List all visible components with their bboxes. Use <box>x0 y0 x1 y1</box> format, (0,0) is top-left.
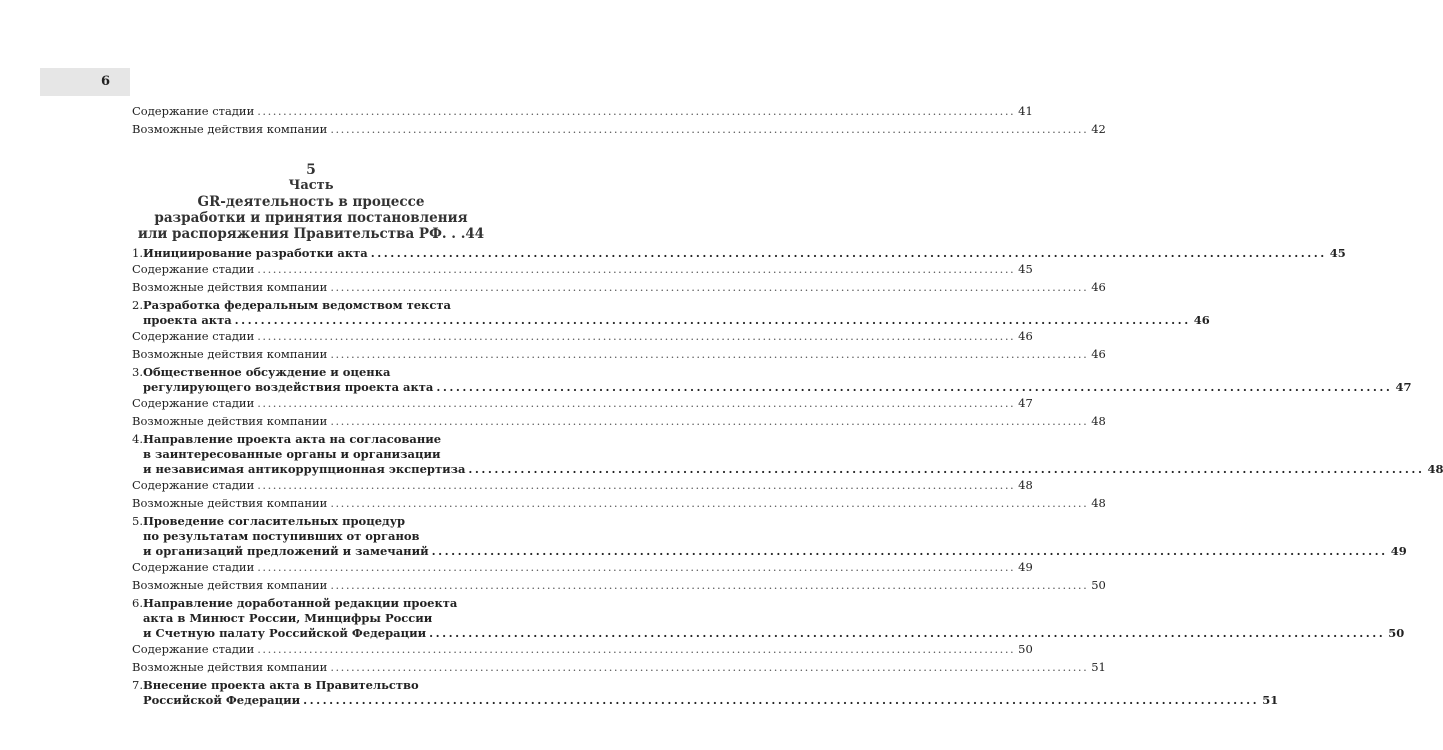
section-title-line: Общественное обсуждение и оценка <box>142 365 391 379</box>
toc-section[interactable] <box>132 596 1405 676</box>
section-page: 47 <box>1395 380 1412 394</box>
toc-subentry[interactable] <box>132 346 1106 364</box>
section-number: 1. <box>132 246 143 260</box>
subentry-page: 46 <box>1018 329 1033 343</box>
part-page: 44 <box>465 226 485 242</box>
dot-leader <box>257 261 1015 279</box>
dot-leader <box>330 577 1088 595</box>
page-number-tab <box>40 68 130 96</box>
subentry-text: Содержание стадии <box>132 329 255 343</box>
toc-section[interactable] <box>132 365 1412 430</box>
dot-leader <box>442 226 466 242</box>
toc-subentry[interactable] <box>132 477 1033 495</box>
dot-leader <box>257 328 1015 346</box>
toc-section[interactable] <box>132 298 1210 363</box>
dot-leader <box>235 313 1191 328</box>
toc-entry-page: 42 <box>1091 121 1106 136</box>
dot-leader <box>429 626 1385 641</box>
part-heading[interactable] <box>132 162 490 242</box>
toc-subentry[interactable] <box>132 395 1033 413</box>
subentry-page: 50 <box>1018 642 1033 656</box>
section-page: 45 <box>1329 246 1346 260</box>
toc-section[interactable] <box>132 432 1443 512</box>
section-title-line: Направление доработанной редакции проекта <box>142 596 458 610</box>
subentry-page: 48 <box>1091 495 1106 510</box>
subentry-page: 49 <box>1018 560 1033 574</box>
part-number: 5 <box>306 162 316 178</box>
section-page: 48 <box>1427 462 1443 476</box>
dot-leader <box>330 413 1088 431</box>
toc-entry[interactable] <box>132 121 1106 139</box>
dot-leader <box>330 279 1088 297</box>
toc-section[interactable] <box>132 514 1407 594</box>
section-number: 5. <box>132 514 143 528</box>
toc-section[interactable] <box>132 678 1279 708</box>
section-title: и организаций предложений и замечаний <box>142 544 429 558</box>
toc-subentry[interactable] <box>132 261 1033 279</box>
dot-leader <box>257 477 1015 495</box>
section-title-line: Проведение согласительных процедур <box>142 514 406 528</box>
toc-entry-text: Содержание стадии <box>132 104 255 118</box>
toc-subentry[interactable] <box>132 559 1033 577</box>
subentry-page: 46 <box>1091 346 1106 361</box>
part-title-line: или распоряжения Правительства РФ <box>137 226 442 242</box>
toc-subentry[interactable] <box>132 328 1033 346</box>
dot-leader <box>432 544 1388 559</box>
section-page: 50 <box>1388 626 1405 640</box>
toc-sections <box>132 244 1443 708</box>
dot-leader <box>330 659 1088 677</box>
dot-leader <box>330 346 1088 364</box>
section-number: 4. <box>132 432 143 446</box>
subentry-text: Возможные действия компании <box>132 346 328 361</box>
section-title-line: Разработка федеральным ведомством текста <box>142 298 451 312</box>
section-title: и Счетную палату Российской Федерации <box>142 626 427 640</box>
dot-leader <box>371 246 1327 261</box>
toc-entry-text: Возможные действия компании <box>132 121 328 136</box>
section-title: и независимая антикоррупционная экспертиза <box>142 462 466 476</box>
section-number: 3. <box>132 365 143 379</box>
subentry-text: Содержание стадии <box>132 560 255 574</box>
dot-leader <box>257 559 1015 577</box>
section-title-line: Направление проекта акта на согласование <box>142 432 442 446</box>
section-title: Российской Федерации <box>142 693 301 707</box>
part-label: Часть <box>288 178 334 193</box>
section-page: 49 <box>1390 544 1407 558</box>
toc-entry-page: 41 <box>1018 104 1033 118</box>
subentry-text: Возможные действия компании <box>132 413 328 428</box>
toc-subentry[interactable] <box>132 659 1106 677</box>
subentry-page: 48 <box>1018 478 1033 492</box>
toc-subentry[interactable] <box>132 577 1106 595</box>
subentry-text: Возможные действия компании <box>132 495 328 510</box>
section-title: Инициирование разработки акта <box>142 246 368 260</box>
toc-subentry[interactable] <box>132 413 1106 431</box>
subentry-text: Содержание стадии <box>132 478 255 492</box>
section-title: проекта акта <box>142 313 232 327</box>
subentry-page: 50 <box>1091 577 1106 592</box>
section-title-line: Внесение проекта акта в Правительство <box>142 678 419 692</box>
dot-leader <box>436 380 1392 395</box>
subentry-text: Содержание стадии <box>132 262 255 276</box>
dot-leader <box>468 462 1424 477</box>
toc-section[interactable] <box>132 246 1346 296</box>
toc-subentry[interactable] <box>132 279 1106 297</box>
toc-top-entries <box>132 103 1106 138</box>
dot-leader <box>330 495 1088 513</box>
toc-subentry[interactable] <box>132 641 1033 659</box>
section-title-line: в заинтересованные органы и организации <box>142 447 441 461</box>
section-number: 7. <box>132 678 143 692</box>
section-number: 6. <box>132 596 143 610</box>
section-title: регулирующего воздействия проекта акта <box>142 380 434 394</box>
section-page: 46 <box>1193 313 1210 327</box>
part-title-line: GR-деятельность в процессе <box>197 194 425 210</box>
toc-entry[interactable] <box>132 103 1033 121</box>
dot-leader <box>257 395 1015 413</box>
section-page: 51 <box>1262 693 1279 707</box>
subentry-text: Возможные действия компании <box>132 659 328 674</box>
subentry-page: 48 <box>1091 413 1106 428</box>
subentry-page: 46 <box>1091 279 1106 294</box>
dot-leader <box>330 121 1088 139</box>
subentry-text: Содержание стадии <box>132 396 255 410</box>
subentry-page: 51 <box>1091 659 1106 674</box>
page-number: 6 <box>101 74 111 89</box>
dot-leader <box>257 641 1015 659</box>
part-title-line: разработки и принятия постановления <box>154 210 468 226</box>
subentry-text: Возможные действия компании <box>132 279 328 294</box>
subentry-text: Содержание стадии <box>132 642 255 656</box>
section-number: 2. <box>132 298 143 312</box>
section-title-line: акта в Минюст России, Минцифры России <box>142 611 433 625</box>
section-title-line: по результатам поступивших от органов <box>142 529 420 543</box>
dot-leader <box>303 693 1259 708</box>
subentry-text: Возможные действия компании <box>132 577 328 592</box>
dot-leader <box>257 103 1015 121</box>
toc-subentry[interactable] <box>132 495 1106 513</box>
subentry-page: 45 <box>1018 262 1033 276</box>
subentry-page: 47 <box>1018 396 1033 410</box>
